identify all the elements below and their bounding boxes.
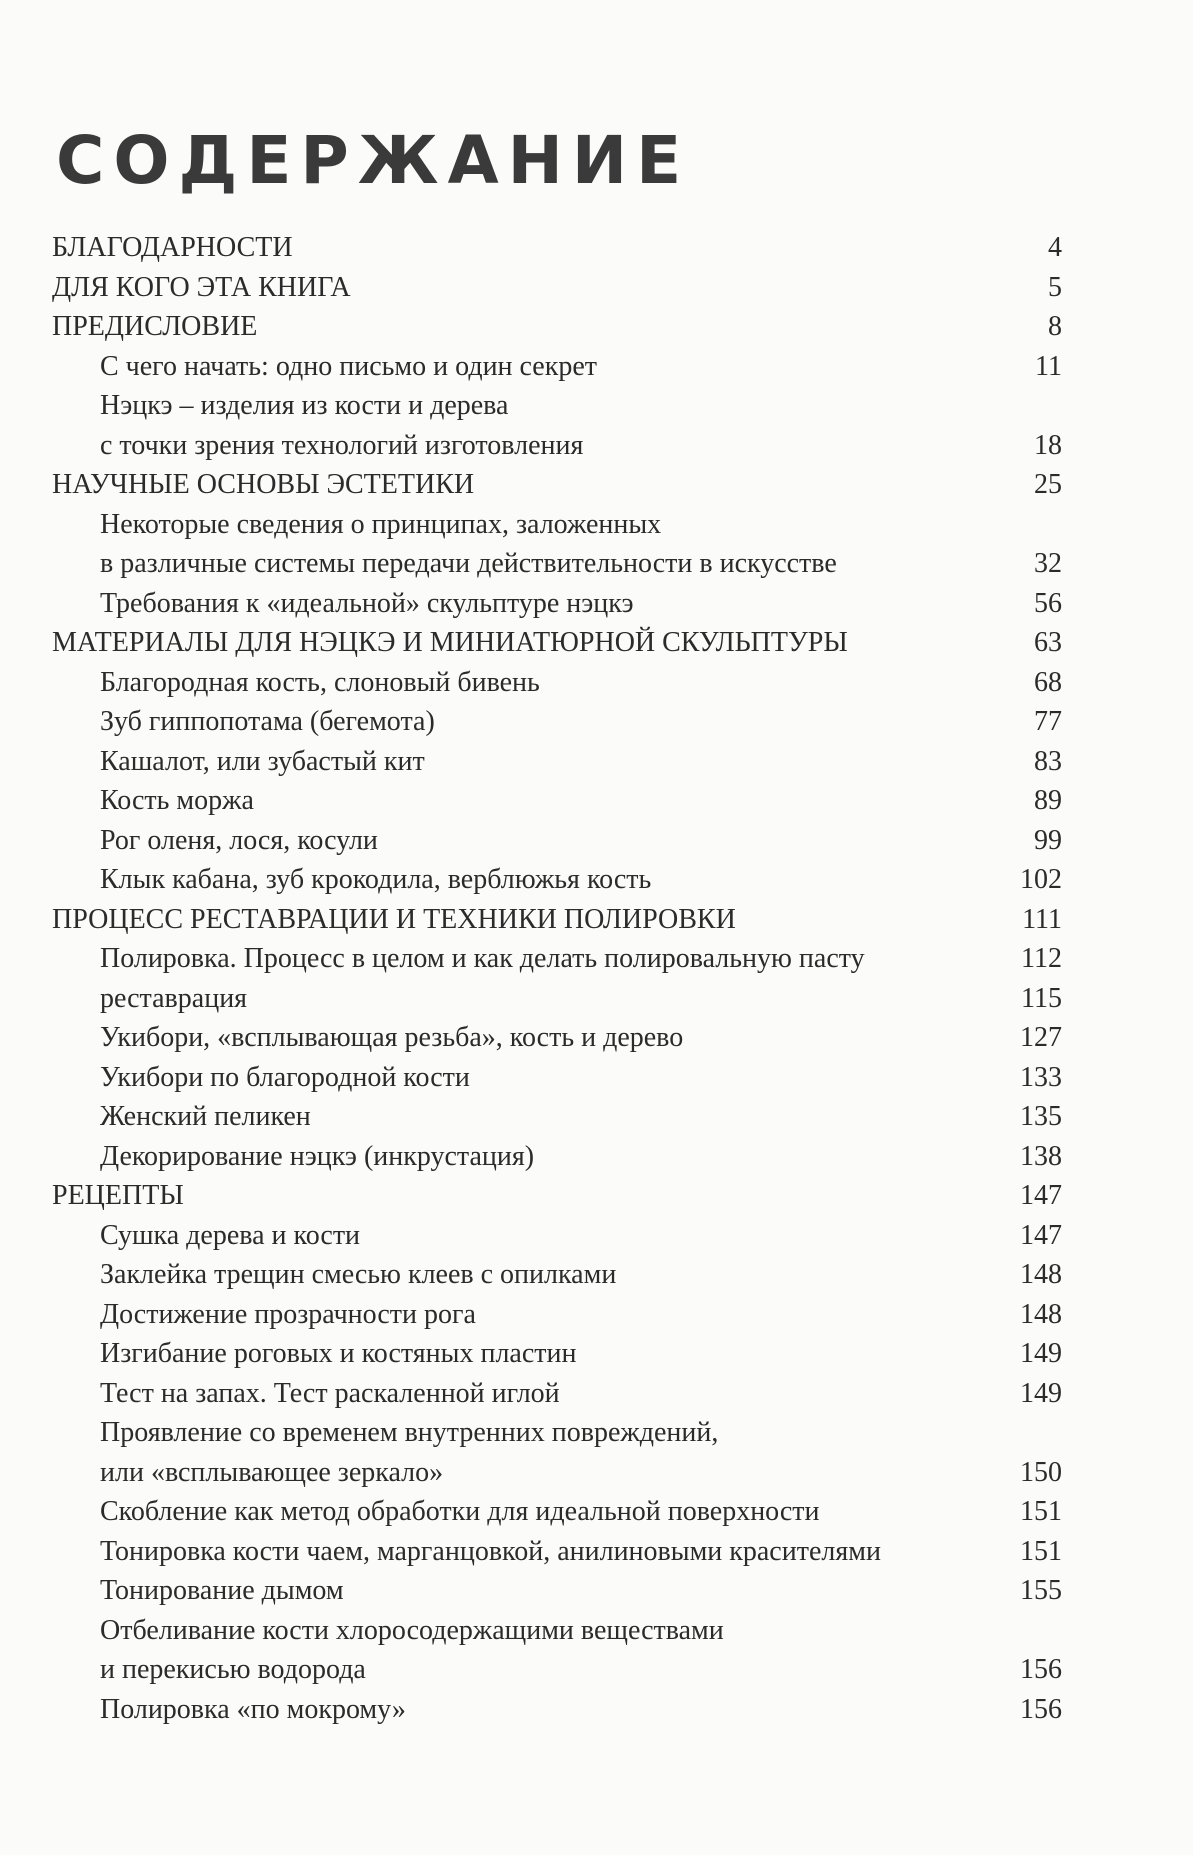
toc-entry-title: Нэцкэ – изделия из кости и дерева [100,390,509,421]
toc-section-entry [0,228,1193,268]
toc-page-number: 155 [1020,1575,1062,1606]
toc-subsection-entry [0,1137,1193,1177]
toc-subsection-entry [0,1690,1193,1730]
toc-entry-title: МАТЕРИАЛЫ ДЛЯ НЭЦКЭ И МИНИАТЮРНОЙ СКУЛЬПТУРЫ [52,627,848,658]
toc-entry-title: Некоторые сведения о принципах, заложенных [100,508,662,540]
toc-subsection-entry [0,1058,1193,1098]
toc-subsection-entry [0,1413,1193,1453]
toc-subsection-entry [0,544,1193,584]
toc-subsection-entry [0,781,1193,821]
toc-section-entry [0,307,1193,347]
toc-page-number: 135 [1020,1101,1062,1132]
toc-page-number: 77 [1034,706,1062,737]
toc-page-number: 151 [1020,1496,1062,1527]
toc-page-number: 111 [1022,903,1062,935]
toc-page-number: 89 [1034,785,1062,816]
toc-entry-title: в различные системы передачи действительности в искусстве [100,548,837,579]
toc-page-number: 127 [1020,1022,1062,1053]
toc-entry-title: или «всплывающее зеркало» [100,1456,444,1488]
toc-page-number: 99 [1034,824,1062,856]
toc-entry-title: Полировка «по мокрому» [100,1693,406,1725]
toc-section-entry [0,1176,1193,1216]
toc-subsection-entry [0,1295,1193,1335]
toc-subsection-entry [0,1611,1193,1651]
toc-page-number: 147 [1020,1180,1062,1211]
toc-entry-title: БЛАГОДАРНОСТИ [52,232,293,263]
toc-subsection-entry [0,1453,1193,1493]
toc-subsection-entry [0,702,1193,742]
toc-entry-title: ДЛЯ КОГО ЭТА КНИГА [52,271,351,303]
toc-entry-title: Кашалот, или зубастый кит [100,745,425,777]
toc-subsection-entry [0,584,1193,624]
toc-subsection-entry [0,860,1193,900]
toc-page-number: 32 [1034,548,1062,579]
toc-page-number: 115 [1021,982,1062,1014]
toc-entry-title: Тонирование дымом [100,1575,344,1606]
toc-page-number: 138 [1020,1140,1062,1172]
toc-subsection-entry [0,1018,1193,1058]
toc-subsection-entry [0,821,1193,861]
toc-subsection-entry [0,1255,1193,1295]
toc-list [0,228,1193,1729]
toc-page-number: 8 [1048,311,1062,342]
toc-entry-title: и перекисью водорода [100,1654,366,1685]
toc-entry-title: РЕЦЕПТЫ [52,1180,184,1211]
toc-entry-title: Благородная кость, слоновый бивень [100,666,540,698]
toc-section-entry [0,900,1193,940]
page-title: СОДЕРЖАНИЕ [56,122,691,199]
toc-subsection-entry [0,1374,1193,1414]
toc-page-number: 150 [1020,1456,1062,1488]
toc-subsection-entry [0,1532,1193,1572]
toc-entry-title: Отбеливание кости хлоросодержащими веществами [100,1614,724,1646]
toc-entry-title: Укибори по благородной кости [100,1061,470,1093]
toc-page-number: 148 [1020,1259,1062,1290]
toc-page-number: 25 [1034,469,1062,500]
toc-entry-title: Полировка. Процесс в целом и как делать полировальную пасту [100,943,865,974]
toc-page-number: 156 [1020,1654,1062,1685]
toc-entry-title: Тест на запах. Тест раскаленной иглой [100,1377,560,1409]
toc-subsection-entry [0,386,1193,426]
toc-entry-title: Женский пеликен [100,1101,311,1132]
toc-subsection-entry [0,1571,1193,1611]
toc-entry-title: Зуб гиппопотама (бегемота) [100,706,435,737]
toc-page-number: 156 [1020,1693,1062,1725]
toc-entry-title: Кость моржа [100,785,254,816]
toc-subsection-entry [0,742,1193,782]
toc-subsection-entry [0,939,1193,979]
toc-page-number: 149 [1020,1377,1062,1409]
toc-entry-title: С чего начать: одно письмо и один секрет [100,350,597,382]
toc-page-number: 5 [1048,271,1062,303]
toc-entry-title: ПРОЦЕСС РЕСТАВРАЦИИ И ТЕХНИКИ ПОЛИРОВКИ [52,903,736,935]
toc-subsection-entry [0,979,1193,1019]
toc-subsection-entry [0,1097,1193,1137]
toc-subsection-entry [0,663,1193,703]
toc-page-number: 63 [1034,627,1062,658]
toc-entry-title: Тонировка кости чаем, марганцовкой, анилиновыми красителями [100,1535,881,1567]
toc-entry-title: Заклейка трещин смесью клеев с опилками [100,1259,617,1290]
toc-subsection-entry [0,1216,1193,1256]
toc-page-number: 83 [1034,745,1062,777]
toc-subsection-entry [0,1650,1193,1690]
toc-entry-title: Изгибание роговых и костяных пластин [100,1338,577,1369]
toc-entry-title: с точки зрения технологий изготовления [100,429,584,461]
toc-page-number: 151 [1020,1535,1062,1567]
toc-entry-title: Рог оленя, лося, косули [100,824,378,856]
toc-subsection-entry [0,505,1193,545]
toc-page-number: 112 [1021,943,1062,974]
toc-entry-title: ПРЕДИСЛОВИЕ [52,311,258,342]
toc-entry-title: Декорирование нэцкэ (инкрустация) [100,1140,535,1172]
toc-section-entry [0,268,1193,308]
toc-page-number: 147 [1020,1219,1062,1251]
toc-page-number: 102 [1020,864,1062,895]
toc-subsection-entry [0,426,1193,466]
toc-section-entry [0,623,1193,663]
toc-entry-title: Укибори, «всплывающая резьба», кость и дерево [100,1022,684,1053]
toc-subsection-entry [0,347,1193,387]
toc-page-number: 68 [1034,666,1062,698]
toc-subsection-entry [0,1492,1193,1532]
toc-entry-title: Достижение прозрачности рога [100,1298,476,1330]
toc-subsection-entry [0,1334,1193,1374]
toc-page-number: 18 [1034,429,1062,461]
toc-page-number: 149 [1020,1338,1062,1369]
toc-entry-title: НАУЧНЫЕ ОСНОВЫ ЭСТЕТИКИ [52,469,475,500]
toc-entry-title: реставрация [100,982,248,1014]
toc-page-number: 4 [1048,232,1062,263]
toc-page-number: 56 [1034,587,1062,619]
toc-entry-title: Требования к «идеальной» скульптуре нэцкэ [100,587,634,619]
toc-entry-title: Скобление как метод обработки для идеальной поверхности [100,1496,820,1527]
toc-entry-title: Клык кабана, зуб крокодила, верблюжья кость [100,864,652,895]
toc-section-entry [0,465,1193,505]
toc-entry-title: Сушка дерева и кости [100,1219,361,1251]
toc-entry-title: Проявление со временем внутренних повреждений, [100,1417,719,1448]
toc-page-number: 11 [1035,350,1062,382]
toc-page-number: 133 [1020,1061,1062,1093]
toc-page-number: 148 [1020,1298,1062,1330]
